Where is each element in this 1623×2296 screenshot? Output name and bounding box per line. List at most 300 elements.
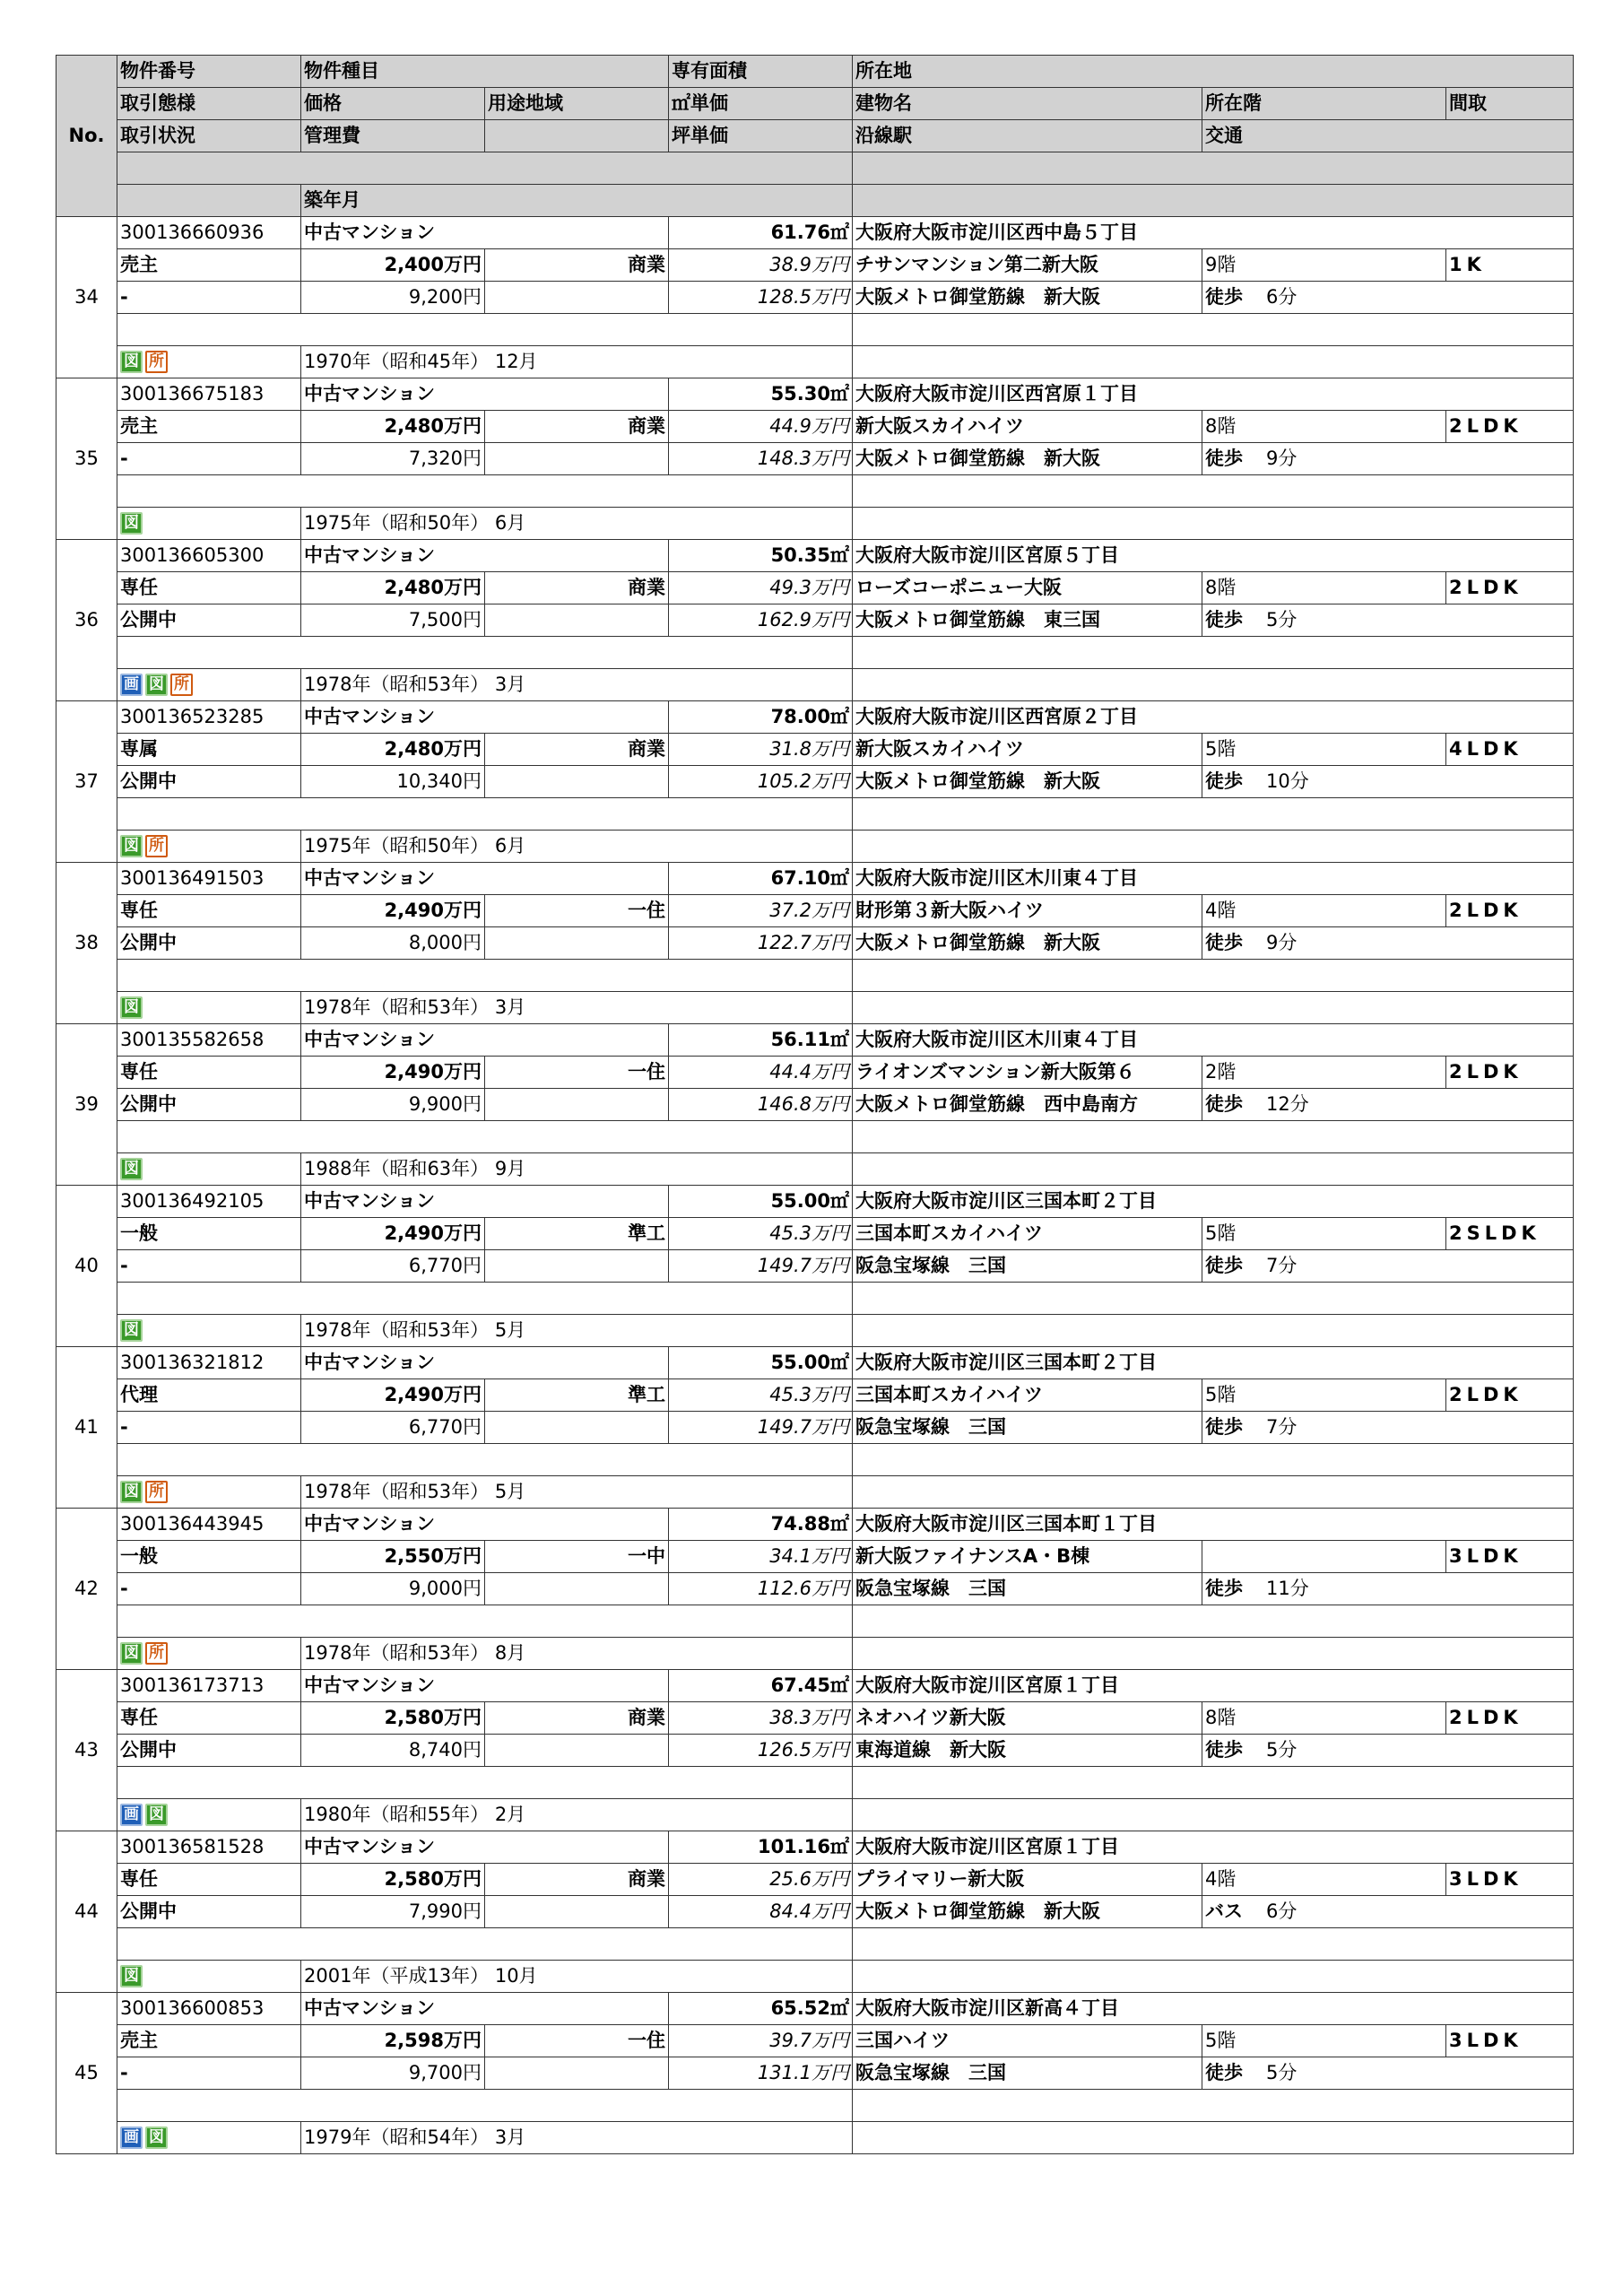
listing-table xyxy=(56,55,1574,2154)
table-row xyxy=(56,1186,1574,1218)
access-minutes: 7分 xyxy=(1266,1255,1298,1276)
listing-zone: 一住 xyxy=(485,1057,669,1089)
listing-floor: 4階 xyxy=(1202,1864,1446,1896)
table-row xyxy=(56,831,1574,863)
listing-price: 2,480万円 xyxy=(301,734,485,766)
access-minutes: 7分 xyxy=(1266,1416,1298,1438)
listing-badges xyxy=(117,831,301,863)
listing-badges xyxy=(117,508,301,540)
listing-layout: 2LDK xyxy=(1446,1702,1574,1735)
listing-layout: 3LDK xyxy=(1446,2025,1574,2057)
listing-status: 公開中 xyxy=(117,766,301,798)
listing-zone: 一住 xyxy=(485,895,669,927)
floorplan-badge-icon[interactable]: 図 xyxy=(120,1158,143,1180)
listing-floor: 8階 xyxy=(1202,1702,1446,1735)
table-row xyxy=(56,282,1574,314)
listing-floor: 5階 xyxy=(1202,2025,1446,2057)
listing-no: 42 xyxy=(56,1509,117,1670)
listing-type: 中古マンション xyxy=(301,701,669,734)
listing-deal: 専任 xyxy=(117,895,301,927)
listing-price: 2,580万円 xyxy=(301,1864,485,1896)
listing-price-m2: 34.1万円 xyxy=(669,1541,853,1573)
access-mode: 徒歩 xyxy=(1205,770,1243,792)
listing-layout: 3LDK xyxy=(1446,1541,1574,1573)
listing-id: 300136660936 xyxy=(117,217,301,249)
table-row xyxy=(56,992,1574,1024)
table-row xyxy=(56,863,1574,895)
table-row xyxy=(56,1831,1574,1864)
table-row xyxy=(56,1896,1574,1928)
table-row xyxy=(56,1928,1574,1961)
header-m2-tanka: ㎡単価 xyxy=(669,88,853,120)
listing-building: ネオハイツ新大阪 xyxy=(853,1702,1202,1735)
listing-access xyxy=(1202,443,1574,475)
listing-area: 67.45㎡ xyxy=(669,1670,853,1702)
listing-building: チサンマンション第二新大阪 xyxy=(853,249,1202,282)
listing-id: 300136443945 xyxy=(117,1509,301,1541)
listing-type: 中古マンション xyxy=(301,217,669,249)
table-row xyxy=(56,1283,1574,1315)
access-mode: 徒歩 xyxy=(1205,448,1243,469)
listing-address: 大阪府大阪市淀川区三国本町１丁目 xyxy=(853,1509,1574,1541)
listing-id: 300136605300 xyxy=(117,540,301,572)
listing-no: 39 xyxy=(56,1024,117,1186)
listing-price-m2: 25.6万円 xyxy=(669,1864,853,1896)
listing-badges xyxy=(117,1153,301,1186)
listing-id: 300136321812 xyxy=(117,1347,301,1379)
listing-zone: 準工 xyxy=(485,1218,669,1250)
listing-id: 300136600853 xyxy=(117,1993,301,2025)
listing-station: 阪急宝塚線 三国 xyxy=(853,1573,1202,1605)
listing-built: 1975年（昭和50年） 6月 xyxy=(301,831,853,863)
listing-price: 2,550万円 xyxy=(301,1541,485,1573)
listing-price: 2,490万円 xyxy=(301,1218,485,1250)
listing-id: 300136523285 xyxy=(117,701,301,734)
listing-status: 公開中 xyxy=(117,1089,301,1121)
floorplan-badge-icon[interactable]: 図 xyxy=(120,1965,143,1987)
table-row xyxy=(56,1379,1574,1412)
floorplan-badge-icon[interactable]: 図 xyxy=(120,996,143,1019)
listing-price-m2: 49.3万円 xyxy=(669,572,853,604)
listing-price-tsubo: 105.2万円 xyxy=(669,766,853,798)
table-row xyxy=(56,701,1574,734)
listing-address: 大阪府大阪市淀川区新高４丁目 xyxy=(853,1993,1574,2025)
listing-price: 2,480万円 xyxy=(301,411,485,443)
listing-badges xyxy=(117,669,301,701)
listing-zone: 商業 xyxy=(485,572,669,604)
listing-type: 中古マンション xyxy=(301,863,669,895)
listing-access xyxy=(1202,1735,1574,1767)
listing-price-m2: 44.9万円 xyxy=(669,411,853,443)
image-badge-icon[interactable]: 画 xyxy=(120,2126,143,2149)
listing-area: 56.11㎡ xyxy=(669,1024,853,1057)
listing-layout: 2LDK xyxy=(1446,411,1574,443)
access-minutes: 6分 xyxy=(1266,1900,1298,1922)
table-row xyxy=(56,798,1574,831)
table-row xyxy=(56,443,1574,475)
table-row xyxy=(56,1089,1574,1121)
access-minutes: 12分 xyxy=(1266,1093,1309,1115)
header-shozai-kai: 所在階 xyxy=(1202,88,1446,120)
listing-building: 新大阪スカイハイツ xyxy=(853,411,1202,443)
listing-price-tsubo: 148.3万円 xyxy=(669,443,853,475)
access-mode: 徒歩 xyxy=(1205,609,1243,631)
listing-layout: 2LDK xyxy=(1446,1057,1574,1089)
table-row xyxy=(56,734,1574,766)
listing-price-m2: 38.3万円 xyxy=(669,1702,853,1735)
listing-building: ライオンズマンション新大阪第６ xyxy=(853,1057,1202,1089)
header-tatemono-mei: 建物名 xyxy=(853,88,1202,120)
access-minutes: 5分 xyxy=(1266,609,1298,631)
listing-fee: 9,900円 xyxy=(301,1089,485,1121)
listing-address: 大阪府大阪市淀川区宮原１丁目 xyxy=(853,1670,1574,1702)
location-badge-icon[interactable]: 所 xyxy=(145,835,168,857)
table-row xyxy=(56,2090,1574,2122)
listing-price: 2,490万円 xyxy=(301,1057,485,1089)
listing-no: 36 xyxy=(56,540,117,701)
listing-area: 55.30㎡ xyxy=(669,378,853,411)
listing-price-tsubo: 128.5万円 xyxy=(669,282,853,314)
listing-zone: 商業 xyxy=(485,411,669,443)
table-row xyxy=(56,540,1574,572)
table-row xyxy=(56,1864,1574,1896)
floorplan-badge-icon[interactable]: 図 xyxy=(120,1319,143,1342)
listing-area: 101.16㎡ xyxy=(669,1831,853,1864)
header-senyu-menseki: 専有面積 xyxy=(669,56,853,88)
listing-status: - xyxy=(117,1573,301,1605)
table-row xyxy=(56,1121,1574,1153)
listing-fee: 7,990円 xyxy=(301,1896,485,1928)
table-row xyxy=(56,475,1574,508)
image-badge-icon[interactable]: 画 xyxy=(120,1804,143,1826)
table-row xyxy=(56,637,1574,669)
listing-deal: 専任 xyxy=(117,1864,301,1896)
listing-zone: 商業 xyxy=(485,1864,669,1896)
table-row xyxy=(56,927,1574,960)
listing-no: 38 xyxy=(56,863,117,1024)
listing-no: 41 xyxy=(56,1347,117,1509)
header-madori: 間取 xyxy=(1446,88,1574,120)
listing-fee: 7,320円 xyxy=(301,443,485,475)
listing-built: 1970年（昭和45年） 12月 xyxy=(301,346,853,378)
listing-deal: 専任 xyxy=(117,1702,301,1735)
listing-deal: 一般 xyxy=(117,1218,301,1250)
table-row xyxy=(56,2057,1574,2090)
table-row xyxy=(56,604,1574,637)
listing-badges xyxy=(117,1315,301,1347)
listing-badges xyxy=(117,1476,301,1509)
header-no: No. xyxy=(56,56,117,217)
listing-deal: 売主 xyxy=(117,249,301,282)
access-mode: 徒歩 xyxy=(1205,1739,1243,1761)
table-row xyxy=(56,1057,1574,1089)
floorplan-badge-icon[interactable]: 図 xyxy=(145,674,168,696)
listing-type: 中古マンション xyxy=(301,1186,669,1218)
table-header xyxy=(56,56,1574,217)
table-row xyxy=(56,1799,1574,1831)
table-row xyxy=(56,2122,1574,2154)
header-ensen-eki: 沿線駅 xyxy=(853,120,1202,152)
table-row xyxy=(56,346,1574,378)
table-row xyxy=(56,1767,1574,1799)
listing-area: 74.88㎡ xyxy=(669,1509,853,1541)
listing-id: 300136675183 xyxy=(117,378,301,411)
listing-badges xyxy=(117,2122,301,2154)
floorplan-badge-icon[interactable]: 図 xyxy=(145,2126,168,2149)
listing-deal: 売主 xyxy=(117,2025,301,2057)
access-minutes: 5分 xyxy=(1266,2062,1298,2083)
table-row xyxy=(56,1250,1574,1283)
listing-price: 2,400万円 xyxy=(301,249,485,282)
listing-type: 中古マンション xyxy=(301,1831,669,1864)
listing-id: 300136173713 xyxy=(117,1670,301,1702)
table-body xyxy=(56,217,1574,2154)
listing-address: 大阪府大阪市淀川区宮原１丁目 xyxy=(853,1831,1574,1864)
listing-fee: 6,770円 xyxy=(301,1412,485,1444)
listing-access xyxy=(1202,1412,1574,1444)
listing-price: 2,480万円 xyxy=(301,572,485,604)
location-badge-icon[interactable]: 所 xyxy=(145,1642,168,1665)
table-row xyxy=(56,1993,1574,2025)
listing-floor: 4階 xyxy=(1202,895,1446,927)
listing-deal: 専属 xyxy=(117,734,301,766)
floorplan-badge-icon[interactable]: 図 xyxy=(120,1642,143,1665)
listing-address: 大阪府大阪市淀川区三国本町２丁目 xyxy=(853,1347,1574,1379)
table-row xyxy=(56,1702,1574,1735)
listing-building: 三国本町スカイハイツ xyxy=(853,1379,1202,1412)
image-badge-icon[interactable]: 画 xyxy=(120,674,143,696)
access-mode: 徒歩 xyxy=(1205,1416,1243,1438)
table-row xyxy=(56,895,1574,927)
listing-floor: 8階 xyxy=(1202,411,1446,443)
header-torihiki-jokyo: 取引状況 xyxy=(117,120,301,152)
listing-price-tsubo: 112.6万円 xyxy=(669,1573,853,1605)
listing-address: 大阪府大阪市淀川区宮原５丁目 xyxy=(853,540,1574,572)
listing-area: 50.35㎡ xyxy=(669,540,853,572)
table-row xyxy=(56,1670,1574,1702)
header-kotsu: 交通 xyxy=(1202,120,1574,152)
listing-layout: 2SLDK xyxy=(1446,1218,1574,1250)
listing-address: 大阪府大阪市淀川区西宮原１丁目 xyxy=(853,378,1574,411)
listing-building: プライマリー新大阪 xyxy=(853,1864,1202,1896)
listing-fee: 10,340円 xyxy=(301,766,485,798)
listing-fee: 8,000円 xyxy=(301,927,485,960)
listing-station: 大阪メトロ御堂筋線 新大阪 xyxy=(853,927,1202,960)
floorplan-badge-icon[interactable]: 図 xyxy=(120,351,143,373)
listing-price-tsubo: 126.5万円 xyxy=(669,1735,853,1767)
listing-address: 大阪府大阪市淀川区木川東４丁目 xyxy=(853,1024,1574,1057)
listing-building: ローズコーポニュー大阪 xyxy=(853,572,1202,604)
floorplan-badge-icon[interactable]: 図 xyxy=(120,1481,143,1503)
listing-station: 大阪メトロ御堂筋線 東三国 xyxy=(853,604,1202,637)
listing-address: 大阪府大阪市淀川区三国本町２丁目 xyxy=(853,1186,1574,1218)
listing-layout: 3LDK xyxy=(1446,1864,1574,1896)
listing-no: 43 xyxy=(56,1670,117,1831)
table-row xyxy=(56,1218,1574,1250)
listing-price-tsubo: 162.9万円 xyxy=(669,604,853,637)
listing-access xyxy=(1202,927,1574,960)
listing-built: 1980年（昭和55年） 2月 xyxy=(301,1799,853,1831)
listing-building: 財形第３新大阪ハイツ xyxy=(853,895,1202,927)
listing-status: - xyxy=(117,1250,301,1283)
listing-area: 61.76㎡ xyxy=(669,217,853,249)
listing-building: 新大阪ファイナンスA・B棟 xyxy=(853,1541,1202,1573)
listing-access xyxy=(1202,282,1574,314)
listing-status: 公開中 xyxy=(117,1735,301,1767)
access-minutes: 9分 xyxy=(1266,448,1298,469)
listing-building: 新大阪スカイハイツ xyxy=(853,734,1202,766)
listing-fee: 9,000円 xyxy=(301,1573,485,1605)
header-shozaichi: 所在地 xyxy=(853,56,1574,88)
table-row xyxy=(56,217,1574,249)
listing-type: 中古マンション xyxy=(301,1670,669,1702)
listing-floor: 5階 xyxy=(1202,1218,1446,1250)
header-bukken-bango: 物件番号 xyxy=(117,56,301,88)
listing-badges xyxy=(117,1799,301,1831)
listing-layout: 2LDK xyxy=(1446,572,1574,604)
table-row xyxy=(56,1347,1574,1379)
location-badge-icon[interactable]: 所 xyxy=(145,351,168,373)
listing-station: 大阪メトロ御堂筋線 新大阪 xyxy=(853,1896,1202,1928)
access-minutes: 11分 xyxy=(1266,1578,1309,1599)
listing-built: 1978年（昭和53年） 5月 xyxy=(301,1476,853,1509)
listing-price-tsubo: 149.7万円 xyxy=(669,1250,853,1283)
listing-built: 1978年（昭和53年） 8月 xyxy=(301,1638,853,1670)
listing-price-m2: 31.8万円 xyxy=(669,734,853,766)
listing-fee: 7,500円 xyxy=(301,604,485,637)
listing-area: 55.00㎡ xyxy=(669,1347,853,1379)
listing-type: 中古マンション xyxy=(301,378,669,411)
listing-type: 中古マンション xyxy=(301,1024,669,1057)
listing-area: 55.00㎡ xyxy=(669,1186,853,1218)
listing-fee: 8,740円 xyxy=(301,1735,485,1767)
table-row xyxy=(56,766,1574,798)
listing-zone: 商業 xyxy=(485,1702,669,1735)
header-torihiki-taiyo: 取引態様 xyxy=(117,88,301,120)
listing-fee: 9,700円 xyxy=(301,2057,485,2090)
table-row xyxy=(56,378,1574,411)
listing-access xyxy=(1202,604,1574,637)
listing-id: 300136492105 xyxy=(117,1186,301,1218)
listing-access xyxy=(1202,1896,1574,1928)
listing-status: 公開中 xyxy=(117,1896,301,1928)
table-row xyxy=(56,249,1574,282)
listing-deal: 一般 xyxy=(117,1541,301,1573)
listing-floor: 9階 xyxy=(1202,249,1446,282)
listing-area: 78.00㎡ xyxy=(669,701,853,734)
listing-badges xyxy=(117,1961,301,1993)
listing-id: 300136581528 xyxy=(117,1831,301,1864)
listing-zone: 商業 xyxy=(485,249,669,282)
listing-floor: 8階 xyxy=(1202,572,1446,604)
access-mode: 徒歩 xyxy=(1205,1255,1243,1276)
access-minutes: 10分 xyxy=(1266,770,1309,792)
table-row xyxy=(56,1153,1574,1186)
access-minutes: 9分 xyxy=(1266,932,1298,953)
listing-built: 1988年（昭和63年） 9月 xyxy=(301,1153,853,1186)
listing-price: 2,598万円 xyxy=(301,2025,485,2057)
listing-layout: 2LDK xyxy=(1446,1379,1574,1412)
table-row xyxy=(56,1961,1574,1993)
listing-address: 大阪府大阪市淀川区西中島５丁目 xyxy=(853,217,1574,249)
listing-price-m2: 37.2万円 xyxy=(669,895,853,927)
table-row xyxy=(56,1412,1574,1444)
listing-station: 東海道線 新大阪 xyxy=(853,1735,1202,1767)
table-row xyxy=(56,1509,1574,1541)
listing-access xyxy=(1202,766,1574,798)
location-badge-icon[interactable]: 所 xyxy=(145,1481,168,1503)
table-row xyxy=(56,572,1574,604)
table-row xyxy=(56,2025,1574,2057)
listing-station: 阪急宝塚線 三国 xyxy=(853,1412,1202,1444)
table-row xyxy=(56,314,1574,346)
listing-built: 1978年（昭和53年） 3月 xyxy=(301,992,853,1024)
floorplan-badge-icon[interactable]: 図 xyxy=(145,1804,168,1826)
listing-floor: 2階 xyxy=(1202,1057,1446,1089)
listing-price-m2: 39.7万円 xyxy=(669,2025,853,2057)
listing-price-tsubo: 146.8万円 xyxy=(669,1089,853,1121)
table-row xyxy=(56,1605,1574,1638)
table-row xyxy=(56,1024,1574,1057)
listing-floor: 5階 xyxy=(1202,734,1446,766)
listing-access xyxy=(1202,1089,1574,1121)
listing-fee: 9,200円 xyxy=(301,282,485,314)
listing-price-m2: 45.3万円 xyxy=(669,1379,853,1412)
listing-layout: 4LDK xyxy=(1446,734,1574,766)
listing-built: 1978年（昭和53年） 3月 xyxy=(301,669,853,701)
listing-deal: 売主 xyxy=(117,411,301,443)
listing-no: 44 xyxy=(56,1831,117,1993)
header-bukken-shumoku: 物件種目 xyxy=(301,56,669,88)
listing-deal: 専任 xyxy=(117,1057,301,1089)
access-mode: 徒歩 xyxy=(1205,1093,1243,1115)
listing-id: 300135582658 xyxy=(117,1024,301,1057)
table-row xyxy=(56,1541,1574,1573)
listing-building: 三国本町スカイハイツ xyxy=(853,1218,1202,1250)
listing-badges xyxy=(117,346,301,378)
table-row xyxy=(56,1573,1574,1605)
floorplan-badge-icon[interactable]: 図 xyxy=(120,835,143,857)
listing-status: - xyxy=(117,2057,301,2090)
table-row xyxy=(56,1638,1574,1670)
access-minutes: 5分 xyxy=(1266,1739,1298,1761)
listing-deal: 代理 xyxy=(117,1379,301,1412)
table-row xyxy=(56,1735,1574,1767)
listing-no: 40 xyxy=(56,1186,117,1347)
floorplan-badge-icon[interactable]: 図 xyxy=(120,512,143,535)
listing-access xyxy=(1202,1573,1574,1605)
header-tsubo-tanka: 坪単価 xyxy=(669,120,853,152)
listing-address: 大阪府大阪市淀川区西宮原２丁目 xyxy=(853,701,1574,734)
listing-built: 1975年（昭和50年） 6月 xyxy=(301,508,853,540)
listing-type: 中古マンション xyxy=(301,1347,669,1379)
listing-built: 2001年（平成13年） 10月 xyxy=(301,1961,853,1993)
table-row xyxy=(56,508,1574,540)
listing-price-tsubo: 122.7万円 xyxy=(669,927,853,960)
access-mode: 徒歩 xyxy=(1205,2062,1243,2083)
listing-type: 中古マンション xyxy=(301,540,669,572)
listing-area: 67.10㎡ xyxy=(669,863,853,895)
listing-status: 公開中 xyxy=(117,927,301,960)
access-mode: 徒歩 xyxy=(1205,1578,1243,1599)
location-badge-icon[interactable]: 所 xyxy=(170,674,193,696)
listing-zone: 準工 xyxy=(485,1379,669,1412)
access-mode: 徒歩 xyxy=(1205,932,1243,953)
listing-id: 300136491503 xyxy=(117,863,301,895)
listing-built: 1979年（昭和54年） 3月 xyxy=(301,2122,853,2154)
listing-price-m2: 44.4万円 xyxy=(669,1057,853,1089)
table-row xyxy=(56,1476,1574,1509)
